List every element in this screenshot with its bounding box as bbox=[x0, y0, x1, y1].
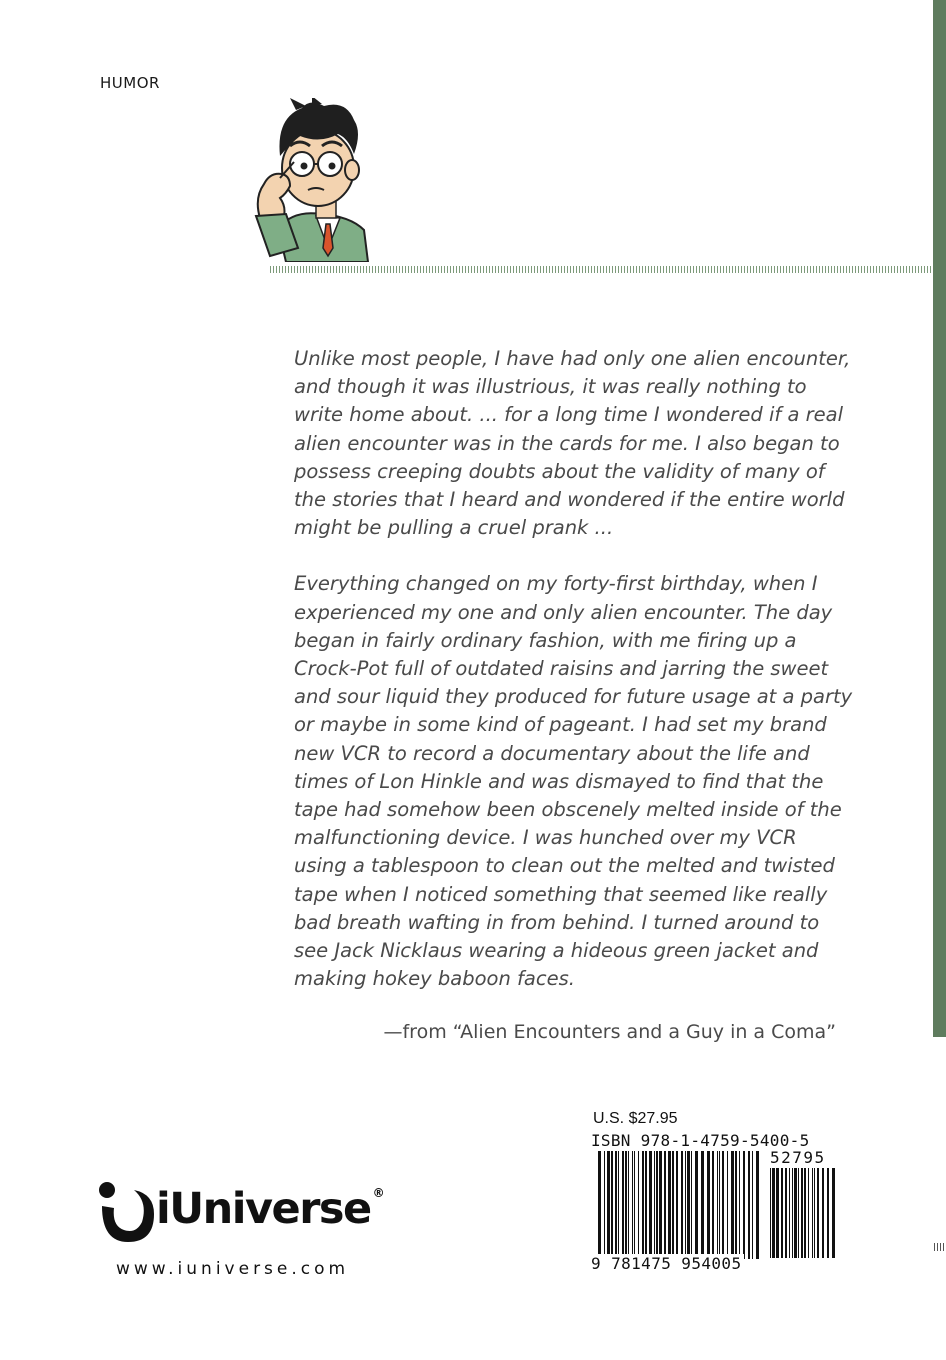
barcode-bar bbox=[622, 1151, 624, 1259]
barcode-bar bbox=[752, 1151, 753, 1259]
bespectacled-man-icon bbox=[250, 98, 374, 262]
barcode-bar bbox=[812, 1168, 813, 1258]
excerpt-paragraph-1: Unlike most people, I have had only one alien encounter, and though it was illustrious, it was really nothing to write home about. ... for a long time I wondered if a real alien encounter was in the cards for me. I also began to possess creeping doubts about the validity of many of the stories that I heard and wondered if the entire world might be pulling a cruel prank ... bbox=[294, 347, 851, 540]
excerpt-attribution: —from “Alien Encounters and a Guy in a Coma” bbox=[383, 1021, 836, 1043]
barcode-bar bbox=[719, 1151, 720, 1259]
price-label: U.S. $27.95 bbox=[593, 1110, 678, 1127]
barcode-bar bbox=[817, 1168, 819, 1258]
barcode-bar bbox=[712, 1151, 714, 1259]
barcode-bar bbox=[649, 1151, 652, 1259]
barcode-bar bbox=[822, 1168, 824, 1258]
barcode-bar bbox=[804, 1168, 806, 1258]
barcode-bar bbox=[808, 1168, 809, 1258]
barcode-bar bbox=[642, 1151, 644, 1259]
barcode-bar bbox=[632, 1151, 633, 1259]
barcode-bar bbox=[792, 1168, 793, 1258]
barcode-bar bbox=[722, 1151, 724, 1259]
barcode-bar bbox=[727, 1151, 728, 1259]
barcode-bar bbox=[625, 1151, 627, 1259]
barcode-bar bbox=[772, 1168, 775, 1258]
barcode-bar bbox=[598, 1151, 601, 1259]
barcode-bar bbox=[701, 1151, 704, 1259]
barcode-bar bbox=[611, 1151, 613, 1259]
barcode-bar bbox=[707, 1151, 710, 1259]
barcode-addon-code: 52795 bbox=[770, 1148, 826, 1167]
barcode-bar bbox=[664, 1151, 666, 1259]
barcode-bar bbox=[604, 1151, 605, 1259]
barcode-bar bbox=[656, 1151, 658, 1259]
barcode-bar bbox=[691, 1151, 692, 1259]
barcode-bar bbox=[628, 1151, 629, 1259]
barcode-bar bbox=[654, 1151, 655, 1259]
barcode-bar bbox=[685, 1151, 686, 1259]
barcode-bar bbox=[676, 1151, 678, 1259]
barcode-bar bbox=[735, 1151, 737, 1259]
barcode-bar bbox=[798, 1168, 799, 1258]
barcode-bar bbox=[789, 1168, 790, 1258]
dotted-divider bbox=[270, 266, 933, 273]
barcode-bar bbox=[717, 1151, 718, 1259]
barcode-main-bars bbox=[598, 1151, 762, 1259]
registered-mark: ® bbox=[372, 1186, 385, 1200]
barcode-bar bbox=[687, 1151, 690, 1259]
barcode-bar bbox=[672, 1151, 674, 1259]
barcode-bar bbox=[756, 1151, 759, 1259]
barcode-bar bbox=[781, 1168, 783, 1258]
barcode-bar bbox=[645, 1151, 647, 1259]
barcode-bar bbox=[668, 1151, 671, 1259]
barcode-bar bbox=[695, 1151, 698, 1259]
barcode-bar bbox=[739, 1151, 740, 1259]
barcode-bar bbox=[794, 1168, 797, 1258]
barcode-addon-bars bbox=[770, 1168, 836, 1258]
barcode-bar bbox=[770, 1168, 771, 1258]
barcode-bar bbox=[743, 1151, 745, 1259]
barcode-bar bbox=[748, 1151, 750, 1259]
publisher-logo bbox=[98, 1180, 398, 1250]
iuniverse-swoosh-icon bbox=[98, 1180, 158, 1250]
barcode-bar bbox=[634, 1151, 635, 1259]
excerpt-paragraph-2: Everything changed on my forty-first birthday, when I experienced my one and only alien encounter. The day began in fairly ordinary fashion, with me firing up a Crock-Pot full of outdated raisins and jarring the sweet and sour liquid they produced for future usage at a party or maybe in some kind of pageant. I had set my brand new VCR to record a documentary about the life and times of Lon Hinkle and was dismayed to find that the tape had somehow been obscenely melted inside of the malfunctioning device. I was hunched over my VCR using a tablespoon to clean out the melted and twisted tape when I noticed something that seemed like really bad breath wafting in from behind. I turned around to see Jack Nicklaus wearing a hideous green jacket and making hokey baboon faces. bbox=[294, 572, 853, 991]
barcode-bar bbox=[659, 1151, 662, 1259]
barcode-bar bbox=[785, 1168, 787, 1258]
genre-label: HUMOR bbox=[100, 74, 160, 92]
barcode-bar bbox=[615, 1151, 617, 1259]
barcode-bar bbox=[731, 1151, 734, 1259]
spine-edge-bar bbox=[933, 0, 946, 1037]
publisher-url: www.iuniverse.com bbox=[116, 1259, 350, 1279]
barcode-bar bbox=[827, 1168, 829, 1258]
spine-trim-marks bbox=[934, 1243, 946, 1251]
barcode-bar bbox=[638, 1151, 639, 1259]
publisher-name bbox=[156, 1184, 385, 1234]
barcode-bar bbox=[607, 1151, 610, 1259]
publisher-name-text: iUniverse bbox=[156, 1184, 371, 1234]
barcode-bar bbox=[681, 1151, 683, 1259]
barcode-digits: 9 781475 954005 bbox=[591, 1254, 742, 1273]
barcode-bar bbox=[814, 1168, 815, 1258]
barcode-bar bbox=[618, 1151, 619, 1259]
barcode-bar bbox=[801, 1168, 803, 1258]
book-excerpt bbox=[294, 345, 854, 1021]
isbn-label: ISBN 978-1-4759-5400-5 bbox=[591, 1131, 810, 1150]
barcode-bar bbox=[776, 1168, 779, 1258]
barcode-bar bbox=[832, 1168, 835, 1258]
